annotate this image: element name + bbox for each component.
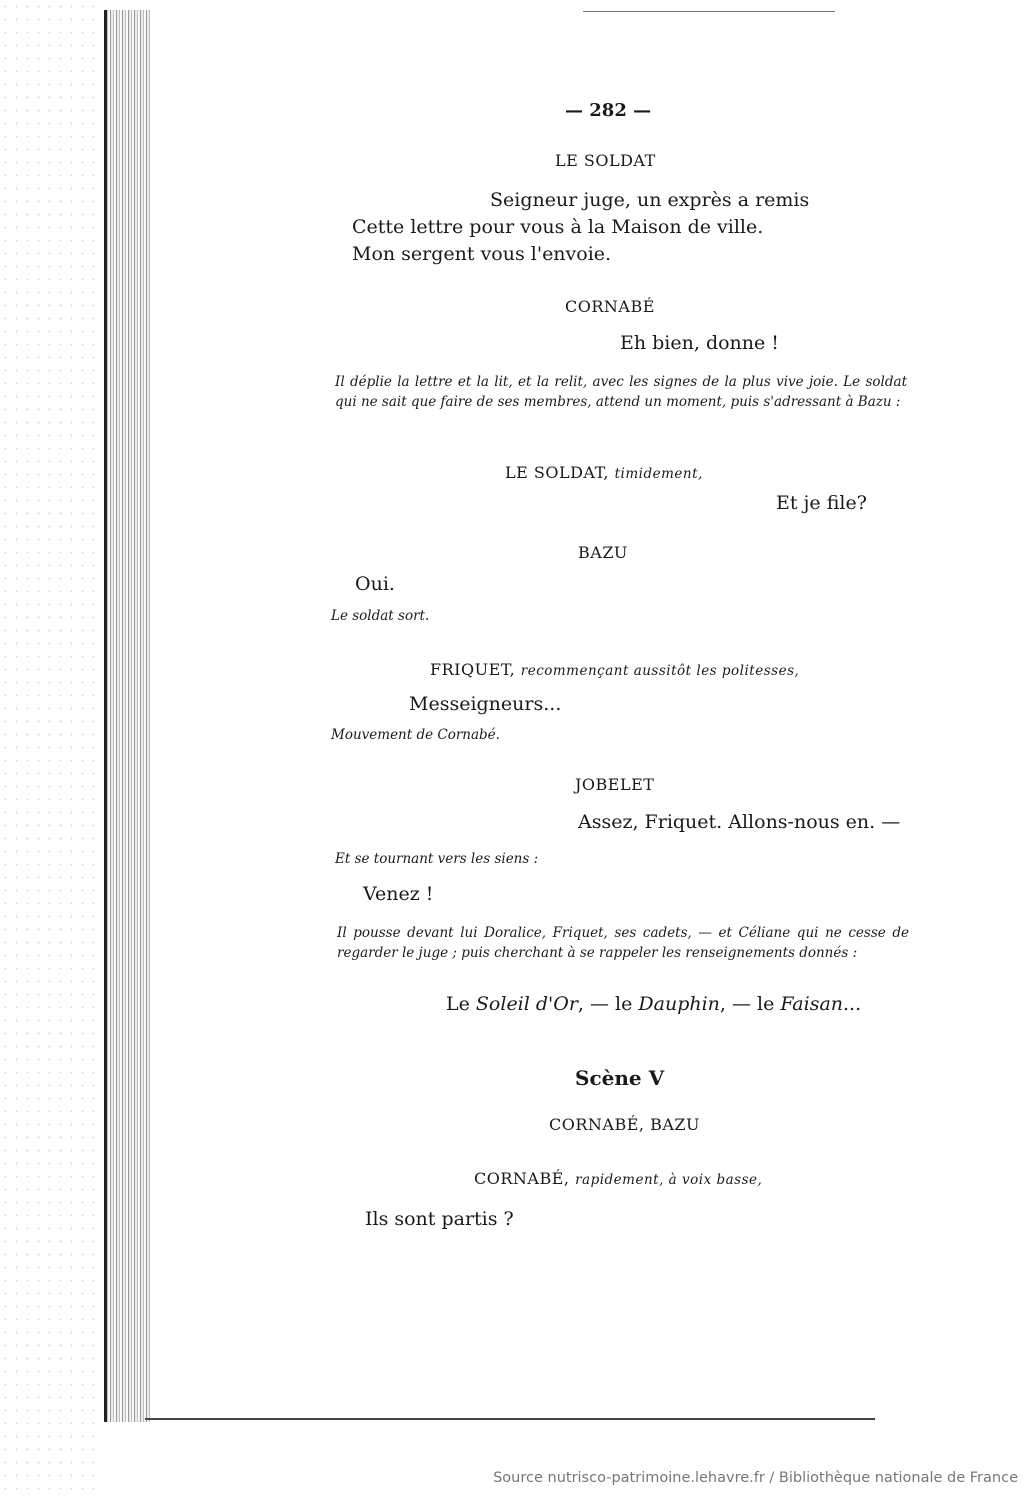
stage-direction: Mouvement de Cornabé. — [331, 727, 500, 743]
inline-direction: timidement, — [614, 466, 703, 482]
scene-characters: CORNABÉ, BAZU — [549, 1115, 700, 1134]
text: Le — [446, 993, 476, 1015]
character-name: CORNABÉ — [565, 297, 655, 316]
text: , — le — [577, 993, 639, 1015]
inline-direction: recommençant aussitôt les politesses, — [520, 663, 800, 679]
book-gutter — [104, 10, 150, 1422]
bottom-rule — [145, 1418, 875, 1420]
stage-direction: Il déplie la lettre et la lit, et la relit, avec les signes de la plus vive joie. Le soldat qui ne sait que faire de ses membres, attend un moment, puis s'adressant à Bazu : — [335, 374, 907, 410]
margin-speckle — [0, 0, 104, 1496]
text: , — le — [719, 993, 781, 1015]
verse-line — [446, 993, 861, 1015]
character-name-text: FRIQUET, — [430, 660, 516, 679]
stage-direction: Et se tournant vers les siens : — [335, 851, 539, 867]
inn-name: Dauphin — [638, 993, 720, 1015]
source-attribution: Source nutrisco-patrimoine.lehavre.fr / Bibliothèque nationale de France — [493, 1470, 1018, 1486]
verse-line: Seigneur juge, un exprès a remis — [490, 189, 810, 211]
verse-line: Assez, Friquet. Allons-nous en. — — [578, 811, 901, 833]
gutter-edge — [104, 10, 107, 1422]
verse-line: Et je file? — [776, 492, 867, 514]
character-name — [474, 1169, 762, 1188]
verse-line: Ils sont partis ? — [365, 1208, 514, 1230]
character-name-text: CORNABÉ, — [474, 1169, 570, 1188]
page-number: — 282 — — [565, 100, 652, 121]
stage-direction: Le soldat sort. — [331, 608, 430, 624]
character-name — [430, 660, 799, 679]
character-name: BAZU — [578, 543, 628, 562]
verse-line: Messeigneurs... — [409, 693, 562, 715]
character-name: JOBELET — [575, 775, 655, 794]
verse-line: Venez ! — [363, 883, 434, 905]
character-name-text: LE SOLDAT, — [505, 463, 610, 482]
stage-direction: Il pousse devant lui Doralice, Friquet, ses cadets, — et Céliane qui ne cesse de regarder le juge ; puis cherchant à se rappeler les renseignements donnés : — [337, 925, 909, 961]
inn-name: Faisan... — [780, 993, 862, 1015]
verse-line: Oui. — [355, 573, 395, 595]
verse-line: Cette lettre pour vous à la Maison de ville. — [352, 216, 764, 238]
scene-title: Scène V — [575, 1066, 665, 1090]
verse-line: Mon sergent vous l'envoie. — [352, 243, 612, 265]
inn-name: Soleil d'Or — [475, 993, 578, 1015]
inline-direction: rapidement, à voix basse, — [575, 1172, 763, 1188]
character-name: LE SOLDAT — [555, 151, 656, 170]
character-name — [505, 463, 703, 482]
top-rule — [583, 11, 835, 12]
verse-line: Eh bien, donne ! — [620, 332, 779, 354]
